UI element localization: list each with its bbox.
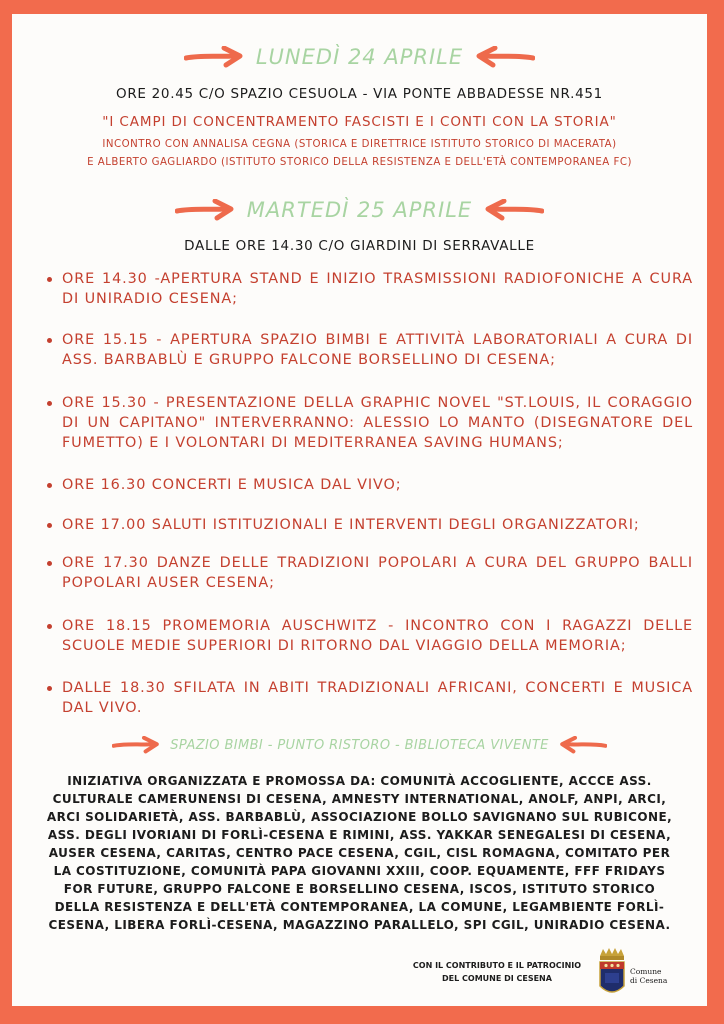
organizers-text: INIZIATIVA ORGANIZZATA E PROMOSSA DA: COMUNITÀ ACCOGLIENTE, ACCCE ASS. CULTURALE CAMERUNENSI DI CESENA, AMNESTY INTERNATIONAL, ANOLF, ANPI, ARCI, ARCI SOLIDARIETÀ, ASS. BARBABLÙ, ASSOCIAZIONE BOLLO SAVIGNANO SUL RUBICONE, ASS. DEGLI IVORIANI DI FORLÌ-CESENA E RIMINI, ASS. YAKKAR SENEGALESI DI CESENA, AUSER CESENA, CARITAS, CENTRO PACE CESENA, CGIL, CISL ROMAGNA, COMITATO PER LA COSTITUZIONE, COMUNITÀ PAPA GIOVANNI XXIII, COOP. EQUAMENTE, FFF FRIDAYS FOR FUTURE, GRUPPO FALCONE E BORSELLINO CESENA, ISCOS, ISTITUTO STORICO DELLA RESISTENZA E DELL'ETÀ CONTEMPORANEA, LA COMUNE, LEGAMBIENTE FORLÌ-CESENA, LIBERA FORLÌ-CESENA, MAGAZZINO PARALLELO, SPI CGIL, UNIRADIO CESENA. (46, 774, 673, 932)
arrow-left-icon (475, 46, 535, 68)
credit-line1: CON IL CONTRIBUTO E IL PATROCINIO (412, 961, 582, 970)
cesena-crest-icon (597, 946, 627, 1006)
tuesday-title: MARTEDÌ 25 APRILE (246, 198, 473, 222)
arrow-right-icon (175, 199, 235, 221)
monday-speakers-line1: INCONTRO CON ANNALISA CEGNA (STORICA E DIRETTRICE ISTITUTO STORICO DI MACERATA) (102, 139, 617, 150)
program-item: ORE 15.30 - PRESENTAZIONE DELLA GRAPHIC NOVEL "ST.LOUIS, IL CORAGGIO DI UN CAPITANO" INTERVERRANNO: ALESSIO LO MANTO (DISEGNATORE DEL FUMETTO) E I VOLONTARI DI MEDITERRANEA SAVING HUMANS; (48, 393, 693, 453)
arrow-right-icon (184, 46, 244, 68)
program-item: DALLE 18.30 SFILATA IN ABITI TRADIZIONALI AFRICANI, CONCERTI E MUSICA DAL VIVO. (48, 678, 693, 718)
flyer-page (12, 14, 707, 1006)
extras-title: SPAZIO BIMBI - PUNTO RISTORO - BIBLIOTECA VIVENTE (170, 737, 549, 753)
extras-heading (12, 736, 707, 754)
monday-event-title: "I CAMPI DI CONCENTRAMENTO FASCISTI E I CONTI CON LA STORIA" (102, 114, 617, 130)
program-item: ORE 14.30 -APERTURA STAND E INIZIO TRASMISSIONI RADIOFONICHE A CURA DI UNIRADIO CESENA; (48, 269, 693, 309)
bullet-dot-icon (47, 686, 52, 691)
program-item: ORE 17.00 SALUTI ISTITUZIONALI E INTERVENTI DEGLI ORGANIZZATORI; (48, 515, 693, 535)
bullet-dot-icon (47, 483, 52, 488)
bullet-dot-icon (47, 561, 52, 566)
crest-label (630, 967, 667, 985)
credit-line2: DEL COMUNE DI CESENA (442, 974, 552, 983)
patronage-credit (392, 959, 602, 985)
bullet-dot-icon (47, 523, 52, 528)
bullet-dot-icon (47, 277, 52, 282)
program-item: ORE 15.15 - APERTURA SPAZIO BIMBI E ATTIVITÀ LABORATORIALI A CURA DI ASS. BARBABLÙ E GRUPPO FALCONE BORSELLINO DI CESENA; (48, 330, 693, 370)
program-item: ORE 17.30 DANZE DELLE TRADIZIONI POPOLARI A CURA DEL GRUPPO BALLI POPOLARI AUSER CESENA; (48, 553, 693, 593)
monday-title: LUNEDÌ 24 APRILE (255, 45, 464, 69)
arrow-left-icon (559, 736, 607, 754)
crest-line2: di Cesena (630, 976, 668, 985)
arrow-right-icon (112, 736, 160, 754)
program-item: ORE 18.15 PROMEMORIA AUSCHWITZ - INCONTRO CON I RAGAZZI DELLE SCUOLE MEDIE SUPERIORI DI RITORNO DAL VIAGGIO DELLA MEMORIA; (48, 616, 693, 656)
crest-line1: Comune (630, 967, 662, 976)
tuesday-heading (12, 198, 707, 222)
bullet-dot-icon (47, 624, 52, 629)
arrow-left-icon (484, 199, 544, 221)
monday-speakers-line2: E ALBERTO GAGLIARDO (ISTITUTO STORICO DELLA RESISTENZA E DELL'ETÀ CONTEMPORANEA FC) (87, 157, 632, 168)
tuesday-time-place: DALLE ORE 14.30 C/O GIARDINI DI SERRAVALLE (184, 238, 535, 254)
monday-time-place: ORE 20.45 C/O SPAZIO CESUOLA - VIA PONTE ABBADESSE NR.451 (116, 86, 603, 102)
program-item: ORE 16.30 CONCERTI E MUSICA DAL VIVO; (48, 475, 693, 495)
bullet-dot-icon (47, 338, 52, 343)
monday-heading (12, 45, 707, 69)
bullet-dot-icon (47, 401, 52, 406)
